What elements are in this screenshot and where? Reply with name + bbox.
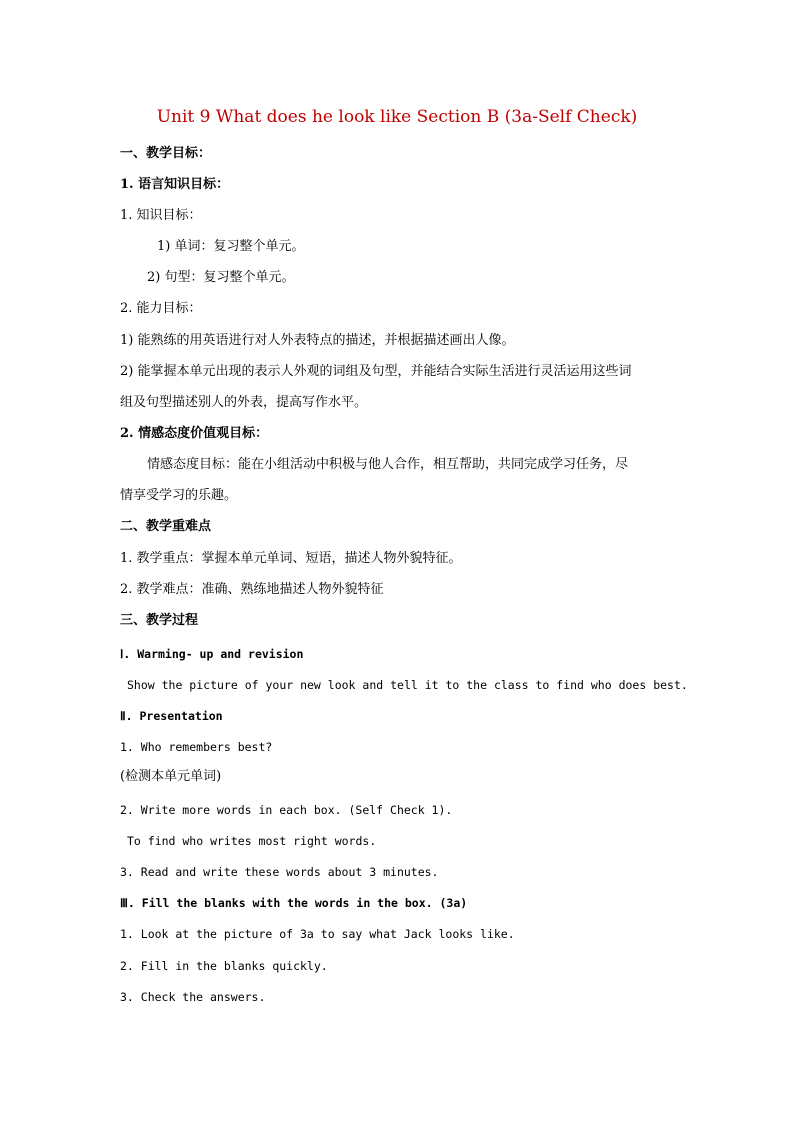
subsection-language-goals: 1. 语言知识目标： — [120, 177, 230, 192]
presentation-item-2-note: To find who writes most right words. — [127, 834, 377, 848]
step-warming-up-heading: Ⅰ. Warming- up and revision — [120, 647, 304, 661]
presentation-item-1-note: (检测本单元单词) — [120, 769, 222, 784]
fill-blanks-item-3: 3. Check the answers. — [120, 990, 266, 1004]
subsection-emotion-goals: 2. 情感态度价值观目标： — [120, 426, 269, 441]
ability-goal-2-line2: 组及句型描述别人的外表，提高写作水平。 — [120, 395, 368, 410]
fill-blanks-item-1: 1. Look at the picture of 3a to say what Jack looks like. — [120, 927, 515, 941]
step-warming-up-text: Show the picture of your new look and tell it to the class to find who does best. — [127, 678, 688, 692]
presentation-item-3: 3. Read and write these words about 3 minutes. — [120, 865, 439, 879]
presentation-item-1: 1. Who remembers best? — [120, 740, 273, 754]
ability-goal-2-line1: 2) 能掌握本单元出现的表示人外观的词组及句型，并能结合实际生活进行灵活运用这些词 — [120, 364, 632, 379]
presentation-item-2: 2. Write more words in each box. (Self Check 1). — [120, 803, 453, 817]
knowledge-goal-words: 1) 单词：复习整个单元。 — [157, 239, 305, 254]
step-fill-blanks-heading: Ⅲ. Fill the blanks with the words in the box. (3a) — [120, 896, 468, 910]
section-teaching-goals: 一、教学目标： — [120, 146, 212, 161]
document-title: Unit 9 What does he look like Section B (3a-Self Check) — [156, 107, 638, 127]
ability-goals-heading: 2. 能力目标： — [120, 301, 202, 316]
step-presentation-heading: Ⅱ. Presentation — [120, 709, 223, 723]
ability-goal-1: 1) 能熟练的用英语进行对人外表特点的描述，并根据描述画出人像。 — [120, 333, 515, 348]
section-teaching-process: 三、教学过程 — [120, 613, 199, 628]
knowledge-goals-heading: 1. 知识目标： — [120, 208, 202, 223]
section-key-points: 二、教学重难点 — [120, 519, 212, 534]
teaching-key-point: 1. 教学重点：掌握本单元单词、短语，描述人物外貌特征。 — [120, 551, 462, 566]
teaching-difficulty: 2. 教学难点：准确、熟练地描述人物外貌特征 — [120, 582, 384, 597]
emotion-goal-line1: 情感态度目标：能在小组活动中积极与他人合作，相互帮助，共同完成学习任务，尽 — [147, 457, 629, 472]
emotion-goal-line2: 情享受学习的乐趣。 — [120, 488, 238, 503]
fill-blanks-item-2: 2. Fill in the blanks quickly. — [120, 959, 328, 973]
knowledge-goal-sentences: 2) 句型：复习整个单元。 — [147, 270, 295, 285]
